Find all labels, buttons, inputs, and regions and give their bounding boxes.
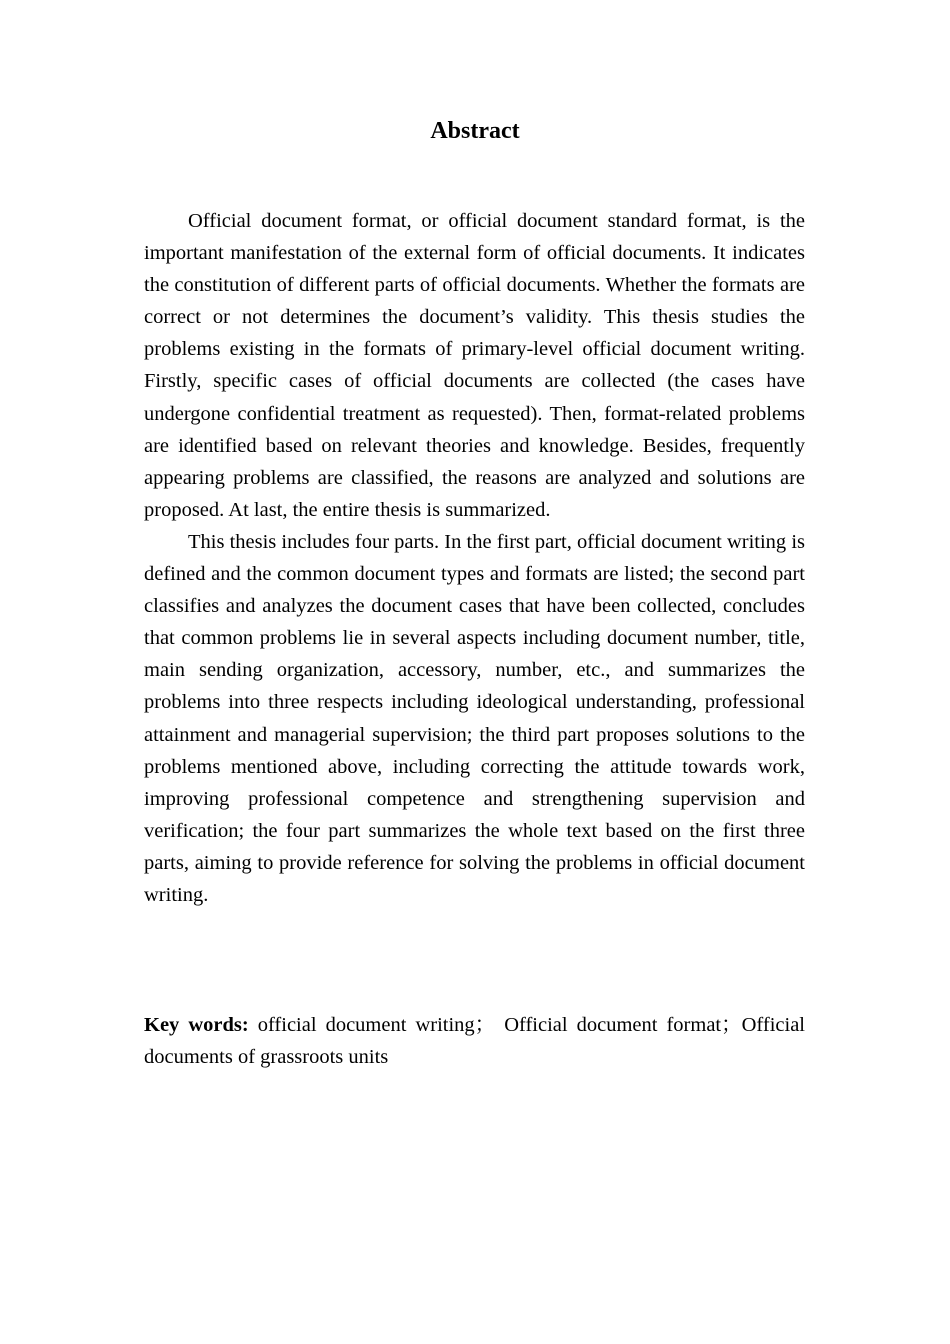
keywords-label: Key words: [144,1014,249,1036]
page-title: Abstract [430,118,520,144]
abstract-body [144,205,805,911]
abstract-paragraph-2: This thesis includes four parts. In the first part, official document writing is defined and the common document types and formats are listed; the second part classifies and analyzes the document cases that have been collected, concludes that common problems lie in several aspects including document number, title, main sending organization, accessory, number, etc., and summarizes the problems into three respects including ideological understanding, professional attainment and managerial supervision; the third part proposes solutions to the problems mentioned above, including correcting the attitude towards work, improving professional competence and strengthening supervision and verification; the four part summarizes the whole text based on the first three parts, aiming to provide reference for solving the problems in official document writing. [144,530,805,906]
keywords-line [144,1009,805,1073]
keywords-text: official document writing； Official document format；Official documents of grassroots units [144,1014,805,1069]
abstract-paragraph-1: Official document format, or official document standard format, is the important manifestation of the external form of official documents. It indicates the constitution of different parts of official documents. Whether the formats are correct or not determines the document’s validity. This thesis studies the problems existing in the formats of primary-level official document writing. Firstly, specific cases of official documents are collected (the cases have undergone confidential treatment as requested). Then, format-related problems are identified based on relevant theories and knowledge. Besides, frequently appearing problems are classified, the reasons are analyzed and solutions are proposed. At last, the entire thesis is summarized. [144,210,805,521]
